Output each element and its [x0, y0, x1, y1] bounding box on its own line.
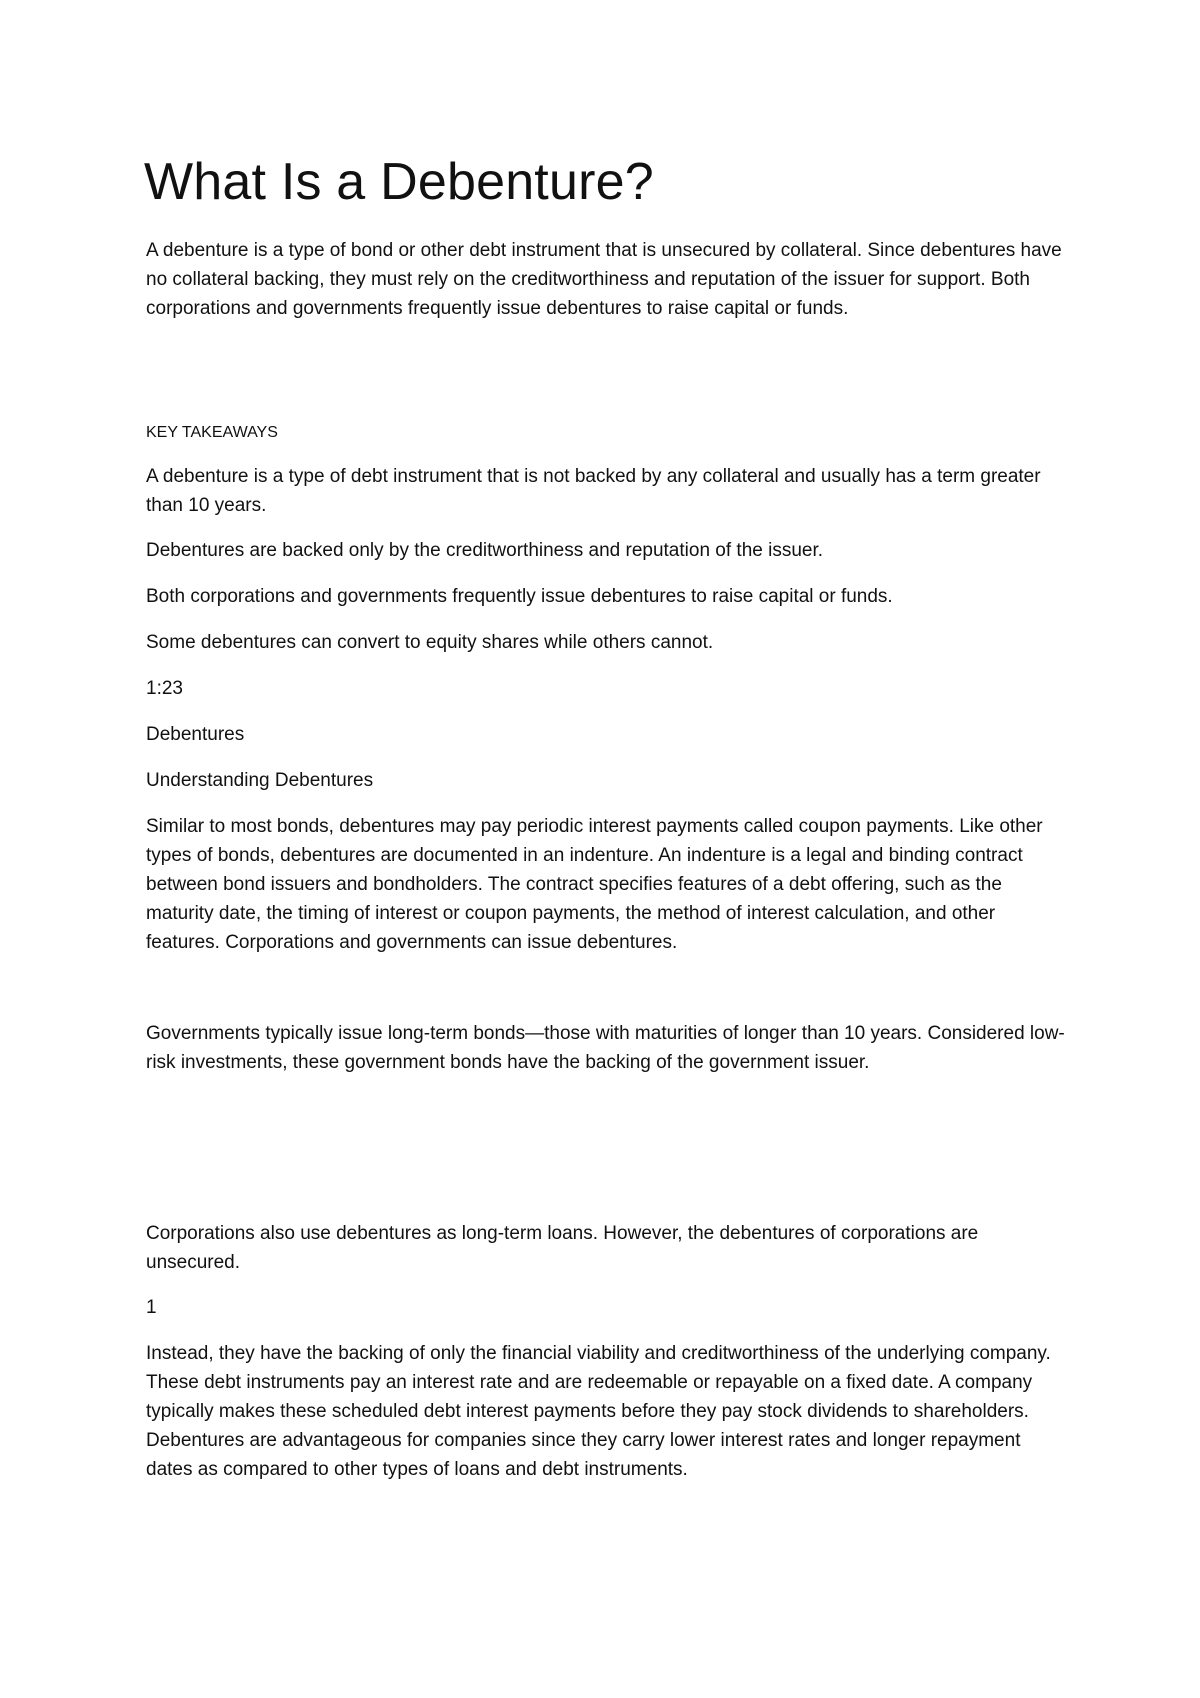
body-paragraph: Governments typically issue long-term bonds—those with maturities of longer than 10 years. Considered low-risk investments, these government bonds have the backing of the government issuer. [146, 1023, 1065, 1073]
final-paragraph: Instead, they have the backing of only the financial viability and creditworthiness of the underlying company. These debt instruments pay an interest rate and are redeemable or repayable on a fixed date. A company typically makes these scheduled debt interest payments before they pay stock dividends to shareholders. Debentures are advantageous for companies since they carry lower interest rates and longer repayment dates as compared to other types of loans and debt instruments. [146, 1343, 1051, 1480]
body-paragraph: Similar to most bonds, debentures may pay periodic interest payments called coupon payments. Like other types of bonds, debentures are documented in an indenture. An indenture is a legal and binding contract between bond issuers and bondholders. The contract specifies features of a debt offering, such as the maturity date, the timing of interest or coupon payments, the method of interest calculation, and other features. Corporations and governments can issue debentures. [146, 816, 1043, 953]
takeaway-item: Debentures are backed only by the creditworthiness and reputation of the issuer. [146, 540, 824, 561]
takeaway-item: Both corporations and governments frequently issue debentures to raise capital or funds. [146, 586, 893, 607]
footnote-marker: 1 [146, 1297, 157, 1318]
video-duration: 1:23 [146, 678, 183, 699]
key-takeaways-heading: KEY TAKEAWAYS [146, 424, 278, 441]
video-label: Debentures [146, 724, 245, 745]
body-paragraph: Corporations also use debentures as long-term loans. However, the debentures of corporations are unsecured. [146, 1223, 979, 1273]
section-heading: Understanding Debentures [146, 770, 374, 791]
intro-paragraph: A debenture is a type of bond or other debt instrument that is unsecured by collateral. Since debentures have no collateral backing, they must rely on the creditworthiness and reputation of the issuer for support. Both corporations and governments frequently issue debentures to raise capital or funds. [146, 240, 1062, 319]
document-title: What Is a Debenture? [144, 153, 654, 211]
takeaway-item: Some debentures can convert to equity shares while others cannot. [146, 632, 714, 653]
takeaway-item: A debenture is a type of debt instrument that is not backed by any collateral and usually has a term greater than 10 years. [146, 466, 1041, 516]
